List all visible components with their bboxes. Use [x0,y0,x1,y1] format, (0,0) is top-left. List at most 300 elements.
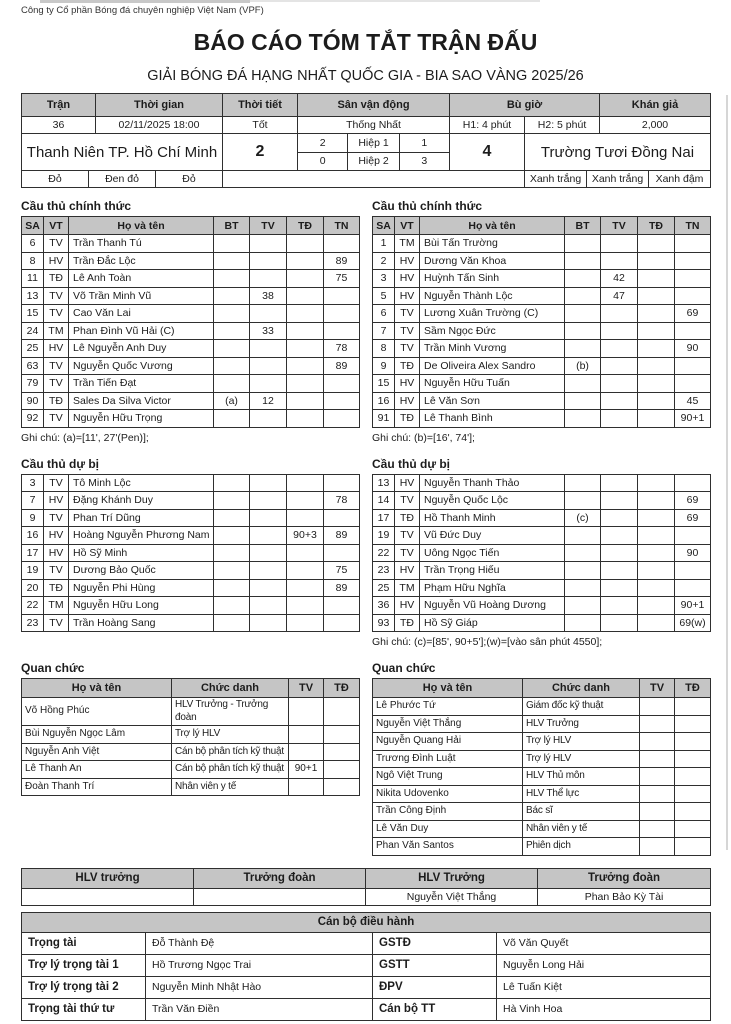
player-tv [250,270,287,288]
player-row [373,357,711,375]
player-sa: 9 [22,509,44,527]
official-row [373,715,711,733]
player-tn [324,509,360,527]
tournament-subtitle: GIẢI BÓNG ĐÁ HẠNG NHẤT QUỐC GIA - BIA SAO VÀNG 2025/26 [147,68,584,84]
player-tv [601,252,638,270]
home-officials-title: Quan chức [21,661,85,675]
player-sa: 23 [22,614,44,632]
player-td [638,270,675,288]
official-td [675,785,711,803]
score-table [21,133,711,171]
official-name: Trương Đình Luật [373,750,523,768]
player-sa: 91 [373,410,395,428]
player-td [638,235,675,253]
player-vt: HV [44,340,69,358]
player-row [373,270,711,288]
official-td [675,768,711,786]
home-total-score: 2 [223,134,298,171]
match-official-label-right: Cán bộ TT [373,998,497,1020]
player-vt: TV [395,492,420,510]
official-role: HLV Thủ môn [523,768,640,786]
player-td [638,410,675,428]
player-row [22,322,360,340]
player-sa: 63 [22,357,44,375]
scan-artifact-top-light [250,0,540,2]
player-tv [250,357,287,375]
player-vt: TĐ [44,579,69,597]
away-starters-column [372,188,710,446]
home-starters-note: Ghi chú: (a)=[11', 27'(Pen)]; [21,431,149,444]
attendance-value: 2,000 [600,117,711,134]
official-name: Đoàn Thanh Trí [22,778,172,796]
match-info-block [21,93,710,188]
col-bt-header: BT [565,217,601,235]
col-vt-header: VT [395,217,420,235]
player-bt [214,410,250,428]
weather-header: Thời tiết [223,94,298,117]
player-row [373,509,711,527]
player-vt: HV [44,492,69,510]
time-header: Thời gian [96,94,223,117]
player-bt [565,597,601,615]
player-tn: 90 [675,340,711,358]
official-td [675,838,711,856]
player-sa: 19 [373,527,395,545]
home-team-leader-value [194,888,366,905]
player-td [638,340,675,358]
player-bt [214,492,250,510]
player-tn [675,287,711,305]
half1-home-score: 2 [298,134,348,152]
report-title: BÁO CÁO TÓM TẮT TRẬN ĐẤU [193,29,538,55]
match-official-label-left: Trợ lý trọng tài 2 [22,976,146,998]
player-bt [565,474,601,492]
match-official-row [22,932,711,954]
player-bt [565,322,601,340]
player-tv [601,305,638,323]
player-td [287,492,324,510]
player-tn: 69(w) [675,614,711,632]
official-name-header: Họ và tên [373,679,523,698]
col-td-header: TĐ [287,217,324,235]
player-row [373,492,711,510]
stoppage-h1-value: H1: 4 phút [450,117,525,134]
player-td [287,509,324,527]
player-name: Hồ Sỹ Giáp [420,614,565,632]
official-role: HLV Trưởng - Trưởng đoàn [172,698,289,726]
player-tv [601,322,638,340]
player-name: Trần Đắc Lộc [69,252,214,270]
halves-table [298,134,449,170]
player-bt [214,375,250,393]
player-bt [214,252,250,270]
match-officials-title: Cán bộ điều hành [22,912,711,932]
player-tv [250,597,287,615]
kit-spacer-cell [223,171,525,188]
player-sa: 3 [22,474,44,492]
player-row [373,410,711,428]
home-team-leader-header: Trưởng đoàn [194,868,366,888]
official-td [675,750,711,768]
col-tv-header: TV [250,217,287,235]
player-name: Hồ Thanh Minh [420,509,565,527]
player-tv [250,252,287,270]
player-sa: 9 [373,357,395,375]
official-name: Ngô Việt Trung [373,768,523,786]
player-bt: (b) [565,357,601,375]
player-bt [565,492,601,510]
player-tv [601,544,638,562]
player-tv [250,492,287,510]
official-name: Lê Văn Duy [373,820,523,838]
player-tv [250,614,287,632]
player-name: Sales Da Silva Victor [69,392,214,410]
player-tv [250,235,287,253]
player-sa: 13 [373,474,395,492]
player-sa: 22 [373,544,395,562]
player-vt: TV [395,340,420,358]
official-tv [289,743,324,761]
official-row [373,820,711,838]
player-tv [250,305,287,323]
player-bt [214,340,250,358]
player-bt [214,597,250,615]
player-td [638,287,675,305]
player-tn [324,392,360,410]
player-sa: 6 [373,305,395,323]
player-td [287,562,324,580]
match-official-name-right: Võ Văn Quyết [497,932,711,954]
player-sa: 15 [22,305,44,323]
scan-artifact-top [40,0,250,3]
player-vt: TV [395,544,420,562]
official-row [373,698,711,716]
player-name: Nguyễn Thành Lộc [420,287,565,305]
player-tn [675,235,711,253]
player-row [373,322,711,340]
player-sa: 20 [22,579,44,597]
col-name-header: Họ và tên [69,217,214,235]
player-row [22,270,360,288]
match-official-row [22,976,711,998]
player-name: De Oliveira Alex Sandro [420,357,565,375]
player-tv [250,509,287,527]
official-td [675,698,711,716]
player-name: Uông Ngọc Tiến [420,544,565,562]
player-sa: 24 [22,322,44,340]
player-name: Nguyễn Quốc Vương [69,357,214,375]
away-officials-table [372,678,711,856]
away-officials-title: Quan chức [372,661,436,675]
player-td [287,340,324,358]
player-bt [214,357,250,375]
player-td [638,527,675,545]
official-name: Bùi Nguyễn Ngọc Lâm [22,726,172,744]
player-tv [250,544,287,562]
player-bt [565,252,601,270]
official-row [373,768,711,786]
player-row [22,392,360,410]
official-name: Trần Công Định [373,803,523,821]
player-name: Nguyễn Hữu Tuấn [420,375,565,393]
kit-colors-table [21,170,711,188]
match-official-label-right: GSTĐ [373,932,497,954]
player-td [638,322,675,340]
player-row [373,579,711,597]
player-row [22,375,360,393]
match-official-label-right: ĐPV [373,976,497,998]
player-td [638,509,675,527]
player-name: Nguyễn Hữu Long [69,597,214,615]
player-tv [250,340,287,358]
player-sa: 92 [22,410,44,428]
player-tn [675,474,711,492]
home-starters-table [21,216,360,428]
player-td [287,357,324,375]
player-vt: TM [44,597,69,615]
official-name-header: Họ và tên [22,679,172,698]
half1-away-score: 1 [399,134,449,152]
player-tv: 47 [601,287,638,305]
player-td [638,562,675,580]
official-row [22,743,360,761]
attendance-header: Khán giả [600,94,711,117]
player-name: Dương Bảo Quốc [69,562,214,580]
player-name: Bùi Tấn Trường [420,235,565,253]
player-tn: 89 [324,527,360,545]
player-row [22,527,360,545]
official-name: Võ Hồng Phúc [22,698,172,726]
official-row [22,761,360,779]
player-bt [565,614,601,632]
player-td [287,375,324,393]
player-tv [601,340,638,358]
official-name: Nguyễn Quang Hải [373,733,523,751]
player-sa: 13 [22,287,44,305]
official-role: Trợ lý HLV [523,733,640,751]
player-tv [601,614,638,632]
player-tv [601,597,638,615]
official-name: Nguyễn Việt Thắng [373,715,523,733]
player-sa: 93 [373,614,395,632]
player-sa: 17 [22,544,44,562]
weather-value: Tốt [223,117,298,134]
player-tv [250,375,287,393]
player-sa: 25 [22,340,44,358]
player-bt [214,235,250,253]
player-tn [324,614,360,632]
home-kit-color-1: Đỏ [22,171,89,188]
player-row [22,340,360,358]
player-row [373,597,711,615]
player-td [287,579,324,597]
official-td-header: TĐ [324,679,360,698]
official-row [373,733,711,751]
official-tv [640,768,675,786]
player-sa: 79 [22,375,44,393]
player-vt: HV [395,474,420,492]
player-tn [324,474,360,492]
player-tn: 69 [675,492,711,510]
match-official-label-left: Trọng tài thứ tư [22,998,146,1020]
player-bt: (c) [565,509,601,527]
player-tn: 78 [324,340,360,358]
half2-home-score: 0 [298,152,348,170]
player-row [373,392,711,410]
match-official-label-left: Trọng tài [22,932,146,954]
match-official-row [22,998,711,1020]
stadium-value: Thống Nhất [298,117,450,134]
official-td-header: TĐ [675,679,711,698]
home-head-coach-header: HLV trưởng [22,868,194,888]
official-tv [640,820,675,838]
official-name: Nguyễn Anh Việt [22,743,172,761]
official-row [373,785,711,803]
col-td-header: TĐ [638,217,675,235]
official-row [373,750,711,768]
page-edge-shadow [726,95,728,850]
player-row [22,287,360,305]
match-official-name-left: Trần Văn Điền [146,998,373,1020]
official-role: Cán bộ phân tích kỹ thuật [172,761,289,779]
player-name: Nguyễn Quốc Lộc [420,492,565,510]
player-td [638,392,675,410]
player-tv [601,474,638,492]
match-official-name-left: Nguyễn Minh Nhật Hào [146,976,373,998]
player-bt [214,544,250,562]
round-value: 36 [22,117,96,134]
player-tn [675,375,711,393]
player-td [638,252,675,270]
player-sa: 11 [22,270,44,288]
player-td [638,597,675,615]
player-name: Lê Anh Toàn [69,270,214,288]
player-name: Hồ Sỹ Minh [69,544,214,562]
player-name: Tô Minh Lộc [69,474,214,492]
player-tn [675,252,711,270]
player-sa: 90 [22,392,44,410]
player-bt [565,579,601,597]
away-kit-color-1: Xanh trắng [525,171,587,188]
player-vt: TV [44,410,69,428]
player-bt [214,562,250,580]
official-role: Cán bộ phân tích kỹ thuật [172,743,289,761]
home-subs-title: Cầu thủ dự bị [21,456,100,471]
home-kit-color-3: Đỏ [156,171,223,188]
home-subs-note-spacer [21,636,359,650]
home-officials-table [21,678,360,796]
official-td [675,715,711,733]
home-head-coach-value [22,888,194,905]
player-row [22,562,360,580]
company-line: Công ty Cổ phần Bóng đá chuyên nghiệp Việt Nam (VPF) [21,5,264,16]
col-name-header: Họ và tên [420,217,565,235]
home-starters-column [21,188,359,446]
match-official-name-right: Lê Tuấn Kiệt [497,976,711,998]
official-role-header: Chức danh [172,679,289,698]
away-starters-title: Cầu thủ chính thức [372,199,483,213]
player-vt: TV [44,474,69,492]
stadium-header: Sân vận động [298,94,450,117]
player-td [287,270,324,288]
player-sa: 7 [22,492,44,510]
away-starters-table [372,216,711,428]
player-td [287,287,324,305]
match-official-label-left: Trợ lý trọng tài 1 [22,954,146,976]
player-sa: 7 [373,322,395,340]
official-td [324,761,360,779]
player-vt: TĐ [395,357,420,375]
away-kit-color-2: Xanh trắng [587,171,649,188]
player-td [287,252,324,270]
player-td: 90+3 [287,527,324,545]
player-tn: 69 [675,305,711,323]
player-td [287,597,324,615]
player-bt [565,544,601,562]
official-role: Nhân viên y tế [172,778,289,796]
player-bt [565,340,601,358]
player-vt: HV [395,597,420,615]
player-vt: TV [44,509,69,527]
player-tn: 69 [675,509,711,527]
player-name: Phạm Hữu Nghĩa [420,579,565,597]
player-sa: 6 [22,235,44,253]
player-tn [324,597,360,615]
player-bt [214,322,250,340]
player-row [373,252,711,270]
away-officials-column [372,650,710,856]
player-tv: 38 [250,287,287,305]
player-name: Phan Trí Dũng [69,509,214,527]
player-tn [324,544,360,562]
official-role: HLV Trưởng [523,715,640,733]
half2-label: Hiệp 2 [348,152,399,170]
match-official-name-right: Hà Vinh Hoa [497,998,711,1020]
official-row [373,838,711,856]
player-sa: 16 [373,392,395,410]
player-row [373,474,711,492]
player-vt: HV [395,375,420,393]
player-tn: 90+1 [675,597,711,615]
official-tv [640,838,675,856]
home-kit-color-2: Đen đỏ [89,171,156,188]
official-role: Trợ lý HLV [172,726,289,744]
player-sa: 15 [373,375,395,393]
player-tn: 75 [324,270,360,288]
player-tn [324,410,360,428]
official-tv: 90+1 [289,761,324,779]
player-tn [675,270,711,288]
player-vt: TM [395,235,420,253]
player-tn [675,562,711,580]
away-subs-note: Ghi chú: (c)=[85', 90+5'];(w)=[vào sân phút 4550]; [372,636,603,648]
player-bt [214,305,250,323]
player-vt: HV [44,252,69,270]
player-tn: 90 [675,544,711,562]
home-officials-column [21,650,359,856]
player-bt [565,562,601,580]
player-td [638,579,675,597]
player-row [373,287,711,305]
player-bt: (a) [214,392,250,410]
player-td [287,614,324,632]
official-td [324,726,360,744]
half1-label: Hiệp 1 [348,134,399,152]
time-value: 02/11/2025 18:00 [96,117,223,134]
player-tn: 89 [324,357,360,375]
player-tv [601,492,638,510]
official-name: Lê Thanh An [22,761,172,779]
